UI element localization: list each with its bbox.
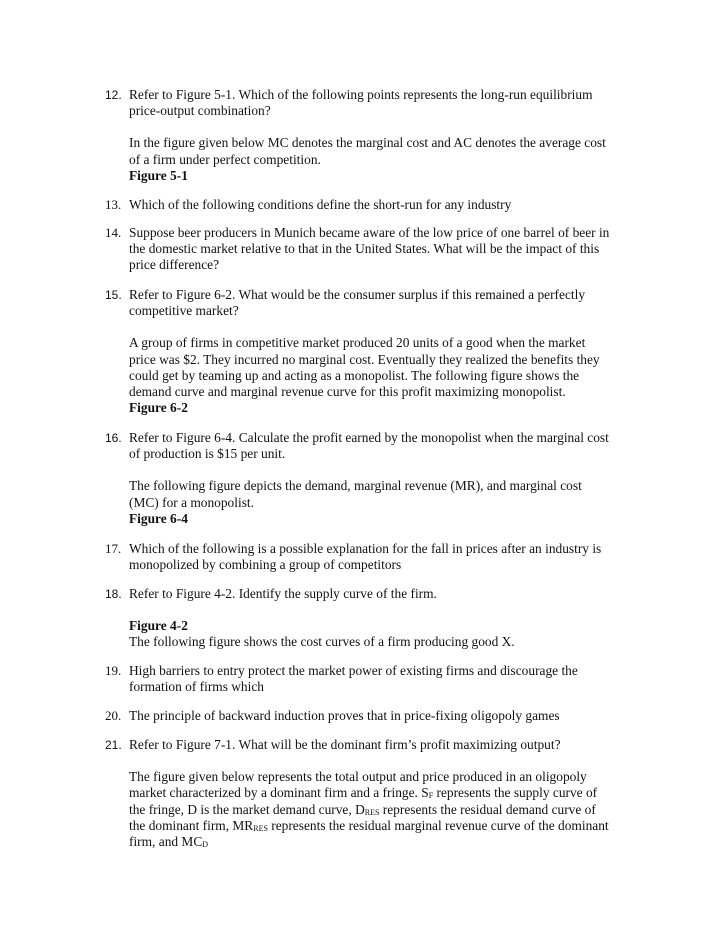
question-number: 13.: [105, 197, 122, 212]
question-text-line: price difference?: [129, 257, 220, 273]
question-text-line: the domestic market relative to that in the United States. What will be the impact of this: [129, 241, 600, 257]
question-20: [105, 708, 665, 724]
context-text-line: The following figure depicts the demand, marginal revenue (MR), and marginal cost: [129, 478, 582, 494]
question-text-line: Which of the following conditions define the short-run for any industry: [129, 197, 512, 212]
question-number: 12.: [105, 88, 122, 102]
question-19: [105, 663, 665, 695]
context-text-line: demand curve and marginal revenue curve for this profit maximizing monopolist.: [129, 384, 566, 400]
figure-label: Figure 4-2: [129, 618, 188, 634]
context-text-line: market characterized by a dominant firm and a fringe. $S_F$ represents the supply curve of: [129, 785, 598, 801]
context-text-line: of a firm under perfect competition.: [129, 151, 321, 167]
question-12: [105, 87, 665, 184]
question-number: 14.: [105, 225, 122, 240]
question-text-line: The principle of backward induction proves that in price-fixing oligopoly games: [129, 708, 560, 723]
question-text-line: Refer to Figure 6-2. What would be the consumer surplus if this remained a perfectly: [129, 287, 586, 302]
figure-label: Figure 6-4: [129, 510, 188, 526]
question-21: [105, 737, 665, 850]
context-text-line: price was $2. They incurred no marginal cost. Eventually they realized the benefits they: [129, 351, 600, 367]
context-text-line: the fringe, D is the market demand curve, $D_{RES}$ represents the residual demand curve of: [129, 801, 596, 817]
context-text-line: The figure given below represents the total output and price produced in an oligopoly: [129, 769, 587, 785]
figure-caption: The following figure shows the cost curves of a firm producing good X.: [129, 634, 515, 650]
question-text-line: of production is $15 per unit.: [129, 446, 286, 462]
question-14: [105, 225, 665, 274]
question-number: 18.: [105, 587, 122, 601]
question-number: 21.: [105, 738, 122, 752]
context-text-line: could get by teaming up and acting as a monopolist. The following figure shows the: [129, 367, 580, 383]
question-number: 17.: [105, 541, 122, 556]
question-17: [105, 541, 665, 573]
question-18: [105, 586, 665, 651]
context-text-line: the dominant firm, $MR_{RES}$ represents the residual marginal revenue curve of the dominant: [129, 817, 609, 833]
context-text-line: In the figure given below MC denotes the marginal cost and AC denotes the average cost: [129, 135, 606, 151]
question-text-line: High barriers to entry protect the market power of existing firms and discourage the: [129, 663, 578, 678]
question-text-line: Suppose beer producers in Munich became aware of the low price of one barrel of beer in: [129, 225, 610, 240]
question-number: 20.: [105, 708, 122, 723]
question-text-line: Refer to Figure 5-1. Which of the following points represents the long-run equilibrium: [129, 87, 593, 102]
question-text-line: formation of firms which: [129, 679, 264, 695]
question-text-line: Refer to Figure 7-1. What will be the dominant firm’s profit maximizing output?: [129, 737, 561, 752]
question-number: 16.: [105, 431, 122, 445]
figure-label: Figure 6-2: [129, 400, 188, 416]
question-text-line: Refer to Figure 6-4. Calculate the profit earned by the monopolist when the marginal cost: [129, 430, 609, 445]
question-number: 15.: [105, 288, 122, 302]
question-15: [105, 287, 665, 416]
question-16: [105, 430, 665, 527]
question-text-line: price-output combination?: [129, 103, 271, 119]
question-number: 19.: [105, 663, 122, 678]
question-text-line: Refer to Figure 4-2. Identify the supply curve of the firm.: [129, 586, 437, 601]
context-text-line: A group of firms in competitive market produced 20 units of a good when the market: [129, 335, 586, 351]
question-text-line: competitive market?: [129, 303, 239, 319]
question-text-line: monopolized by combining a group of competitors: [129, 557, 402, 573]
question-13: [105, 197, 665, 213]
question-text-line: Which of the following is a possible explanation for the fall in prices after an industry is: [129, 541, 602, 556]
context-text-line: (MC) for a monopolist.: [129, 494, 254, 510]
context-text-line: firm, and $MC_D$: [129, 834, 209, 850]
figure-label: Figure 5-1: [129, 167, 188, 183]
